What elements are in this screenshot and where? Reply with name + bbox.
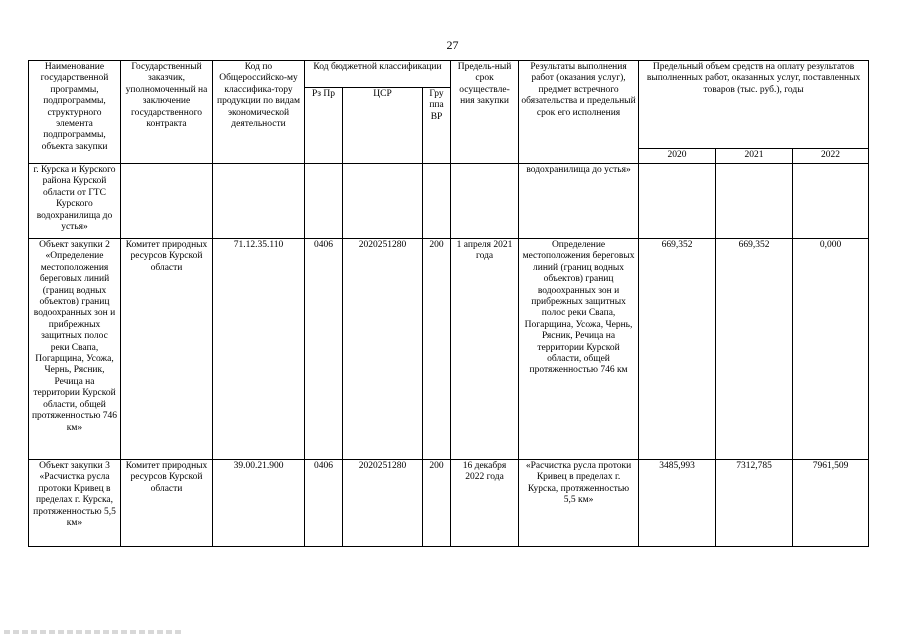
header-deadline: Предель-ный срок осуществле-ния закупки — [451, 61, 519, 164]
cell-deadline: 16 декабря 2022 года — [451, 460, 519, 547]
table-row — [29, 239, 869, 460]
procurement-table — [28, 60, 869, 547]
cell-rz-pr: 0406 — [305, 460, 343, 547]
cell-rz-pr: 0406 — [305, 239, 343, 460]
header-csr: ЦСР — [343, 88, 423, 164]
header-rz-pr: Рз Пр — [305, 88, 343, 164]
cell-2021: 669,352 — [716, 239, 793, 460]
cell-2020: 3485,993 — [639, 460, 716, 547]
cell-vr — [423, 164, 451, 239]
header-row-1 — [29, 61, 869, 88]
header-budget-classification: Код бюджетной классификации — [305, 61, 451, 88]
page-number: 27 — [446, 38, 459, 52]
cell-name: Объект закупки 3 «Расчистка русла протоки Кривец в пределах г. Курска, протяженностью 5,5 км» — [29, 460, 121, 547]
header-year-2020: 2020 — [639, 149, 716, 164]
cell-2022 — [793, 164, 869, 239]
header-year-2021: 2021 — [716, 149, 793, 164]
cell-csr: 2020251280 — [343, 239, 423, 460]
cell-vr: 200 — [423, 239, 451, 460]
cell-customer: Комитет природных ресурсов Курской области — [121, 239, 213, 460]
cell-2022: 0,000 — [793, 239, 869, 460]
cell-2022: 7961,509 — [793, 460, 869, 547]
header-gruppa-vr: Гру ппа ВР — [423, 88, 451, 164]
table-row — [29, 164, 869, 239]
cell-2021: 7312,785 — [716, 460, 793, 547]
cell-name: Объект закупки 2 «Определение местоположения береговых линий (границ водных объектов) границ водоохранных зон и прибрежных защитных полос реки Свапа, Погарщина, Усожа, Чернь, Рясник, Речица на территории Курской области, общей протяженностью 746 км» — [29, 239, 121, 460]
cell-2020: 669,352 — [639, 239, 716, 460]
header-okpd-code: Код по Общероссийско-му классифика-тору продукции по видам экономической деятельности — [213, 61, 305, 164]
cell-2020 — [639, 164, 716, 239]
cell-code: 71.12.35.110 — [213, 239, 305, 460]
cell-customer — [121, 164, 213, 239]
header-amount: Предельный объем средств на оплату результатов выполненных работ, оказанных услуг, поставленных товаров (тыс. руб.), годы — [639, 61, 869, 149]
cell-rz-pr — [305, 164, 343, 239]
cell-deadline — [451, 164, 519, 239]
cell-name: г. Курска и Курского района Курской области от ГТС Курского водохранилища до устья» — [29, 164, 121, 239]
cell-results: Определение местоположения береговых линий (границ водных объектов) границ водоохранных зон и прибрежных защитных полос реки Свапа, Погарщина, Усожа, Чернь, Рясник, Речица на территории Курской области, общей протяженностью 746 км — [519, 239, 639, 460]
header-results: Результаты выполнения работ (оказания услуг), предмет встречного обязательства и предельный срок его исполнения — [519, 61, 639, 164]
cell-vr: 200 — [423, 460, 451, 547]
header-customer: Государственный заказчик, уполномоченный на заключение государственного контракта — [121, 61, 213, 164]
scan-artifact — [4, 630, 184, 634]
cell-code: 39.00.21.900 — [213, 460, 305, 547]
header-year-2022: 2022 — [793, 149, 869, 164]
cell-code — [213, 164, 305, 239]
cell-results: водохранилища до устья» — [519, 164, 639, 239]
header-name: Наименование государственной программы, подпрограммы, структурного элемента подпрограммы, объекта закупки — [29, 61, 121, 164]
cell-deadline: 1 апреля 2021 года — [451, 239, 519, 460]
cell-customer: Комитет природных ресурсов Курской области — [121, 460, 213, 547]
cell-csr: 2020251280 — [343, 460, 423, 547]
cell-results: «Расчистка русла протоки Кривец в пределах г. Курска, протяженностью 5,5 км» — [519, 460, 639, 547]
cell-csr — [343, 164, 423, 239]
cell-2021 — [716, 164, 793, 239]
table-row — [29, 460, 869, 547]
